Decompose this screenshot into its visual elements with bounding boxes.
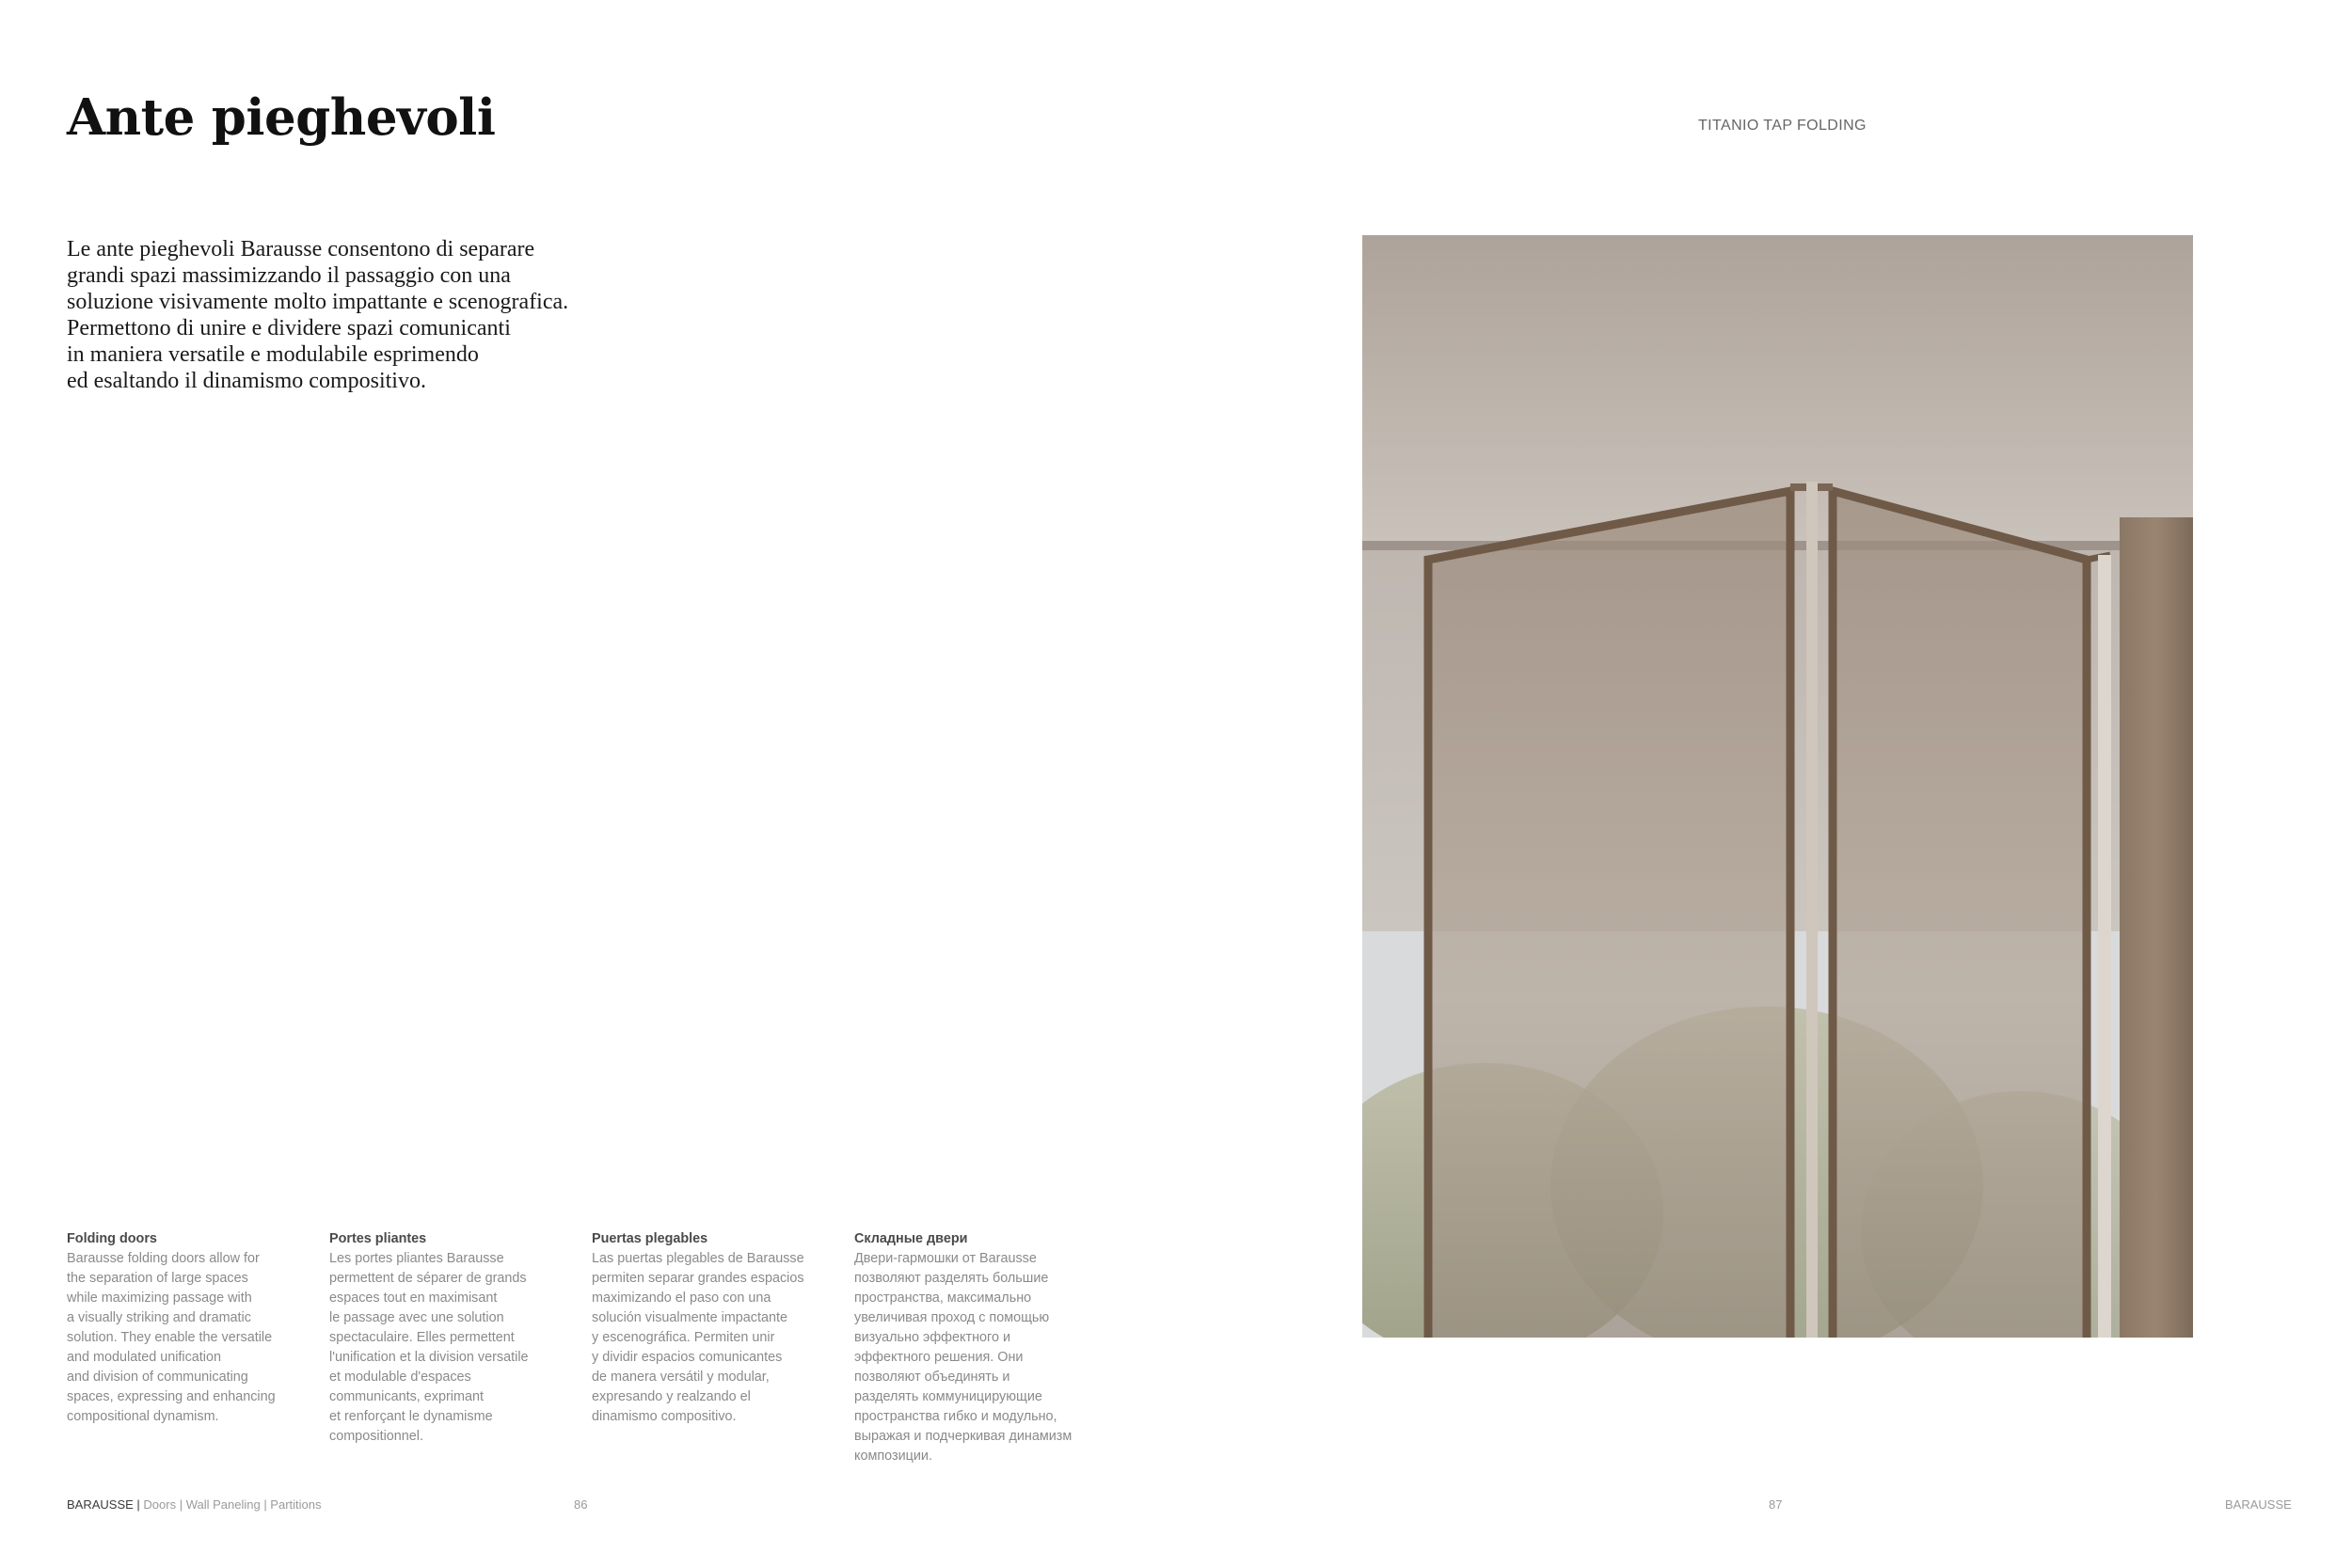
translation-column-en: [67, 1229, 321, 1427]
translation-line: de manera versátil y modular,: [592, 1370, 770, 1385]
translation-column-es: [592, 1229, 846, 1427]
intro-line: grandi spazi massimizzando il passaggio con una: [67, 263, 511, 288]
intro-line: Le ante pieghevoli Barausse consentono di separare: [67, 237, 535, 261]
translation-line: выражая и подчеркивая динамизм: [854, 1429, 1073, 1444]
translation-line: et renforçant le dynamisme: [329, 1409, 493, 1424]
translation-line: позволяют разделять большие: [854, 1271, 1049, 1286]
translation-line: dinamismo compositivo.: [592, 1409, 737, 1424]
translation-line: y escenográfica. Permiten unir: [592, 1330, 775, 1345]
translation-line: permettent de séparer de grands: [329, 1271, 527, 1286]
translation-line: communicants, exprimant: [329, 1389, 484, 1404]
footer-brand: BARAUSSE: [67, 1497, 134, 1512]
translation-line: while maximizing passage with: [67, 1291, 252, 1306]
footer-brand-right: BARAUSSE: [2225, 1497, 2292, 1512]
translation-line: and division of communicating: [67, 1370, 248, 1385]
translation-line: solution. They enable the versatile: [67, 1330, 273, 1345]
model-label: TITANIO TAP FOLDING: [1698, 118, 1867, 134]
translation-line: espaces tout en maximisant: [329, 1291, 498, 1306]
translation-line: Les portes pliantes Barausse: [329, 1251, 504, 1266]
page-title: Ante pieghevoli: [67, 88, 496, 147]
translation-line: et modulable d'espaces: [329, 1370, 471, 1385]
intro-line: in maniera versatile e modulabile esprimendo: [67, 342, 479, 367]
intro-paragraph: [67, 236, 707, 394]
translation-line: визуально эффектного и: [854, 1330, 1010, 1345]
translation-line: y dividir espacios comunicantes: [592, 1350, 783, 1365]
translation-line: permiten separar grandes espacios: [592, 1271, 804, 1286]
translation-line: разделять коммуницирующие: [854, 1389, 1042, 1404]
translation-line: Las puertas plegables de Barausse: [592, 1251, 804, 1266]
intro-line: soluzione visivamente molto impattante e scenografica.: [67, 290, 569, 314]
translation-title: Складные двери: [854, 1231, 968, 1246]
translation-line: compositionnel.: [329, 1429, 423, 1444]
translation-line: l'unification et la division versatile: [329, 1350, 529, 1365]
translation-line: позволяют объединять и: [854, 1370, 1010, 1385]
translation-line: пространства, максимально: [854, 1291, 1032, 1306]
translation-line: the separation of large spaces: [67, 1271, 248, 1286]
translation-line: пространства гибко и модульно,: [854, 1409, 1057, 1424]
translation-line: expresando y realzando el: [592, 1389, 751, 1404]
translation-title: Portes pliantes: [329, 1231, 427, 1246]
translation-line: maximizando el paso con una: [592, 1291, 771, 1306]
footer-categories: Doors | Wall Paneling | Partitions: [143, 1497, 322, 1512]
footer-left: [67, 1497, 322, 1512]
translation-column-ru: [854, 1229, 1108, 1466]
translation-column-fr: [329, 1229, 583, 1447]
translation-line: увеличивая проход с помощью: [854, 1310, 1050, 1325]
translation-line: Двери-гармошки от Barausse: [854, 1251, 1037, 1266]
translation-title: Puertas plegables: [592, 1231, 708, 1246]
translation-line: эффектного решения. Они: [854, 1350, 1024, 1365]
translation-line: compositional dynamism.: [67, 1409, 219, 1424]
translation-line: spectaculaire. Elles permettent: [329, 1330, 515, 1345]
page-number-left: 86: [574, 1497, 588, 1512]
translation-line: композиции.: [854, 1449, 932, 1464]
intro-line: Permettono di unire e dividere spazi comunicanti: [67, 316, 511, 341]
product-photo: [1362, 235, 2193, 1338]
translation-line: le passage avec une solution: [329, 1310, 504, 1325]
translation-line: a visually striking and dramatic: [67, 1310, 251, 1325]
translation-line: spaces, expressing and enhancing: [67, 1389, 276, 1404]
translation-line: and modulated unification: [67, 1350, 222, 1365]
footer-separator: |: [133, 1497, 144, 1512]
translation-title: Folding doors: [67, 1231, 157, 1246]
translation-line: Barausse folding doors allow for: [67, 1251, 260, 1266]
intro-line: ed esaltando il dinamismo compositivo.: [67, 369, 426, 393]
page-number-right: 87: [1769, 1497, 1783, 1512]
translation-line: solución visualmente impactante: [592, 1310, 787, 1325]
